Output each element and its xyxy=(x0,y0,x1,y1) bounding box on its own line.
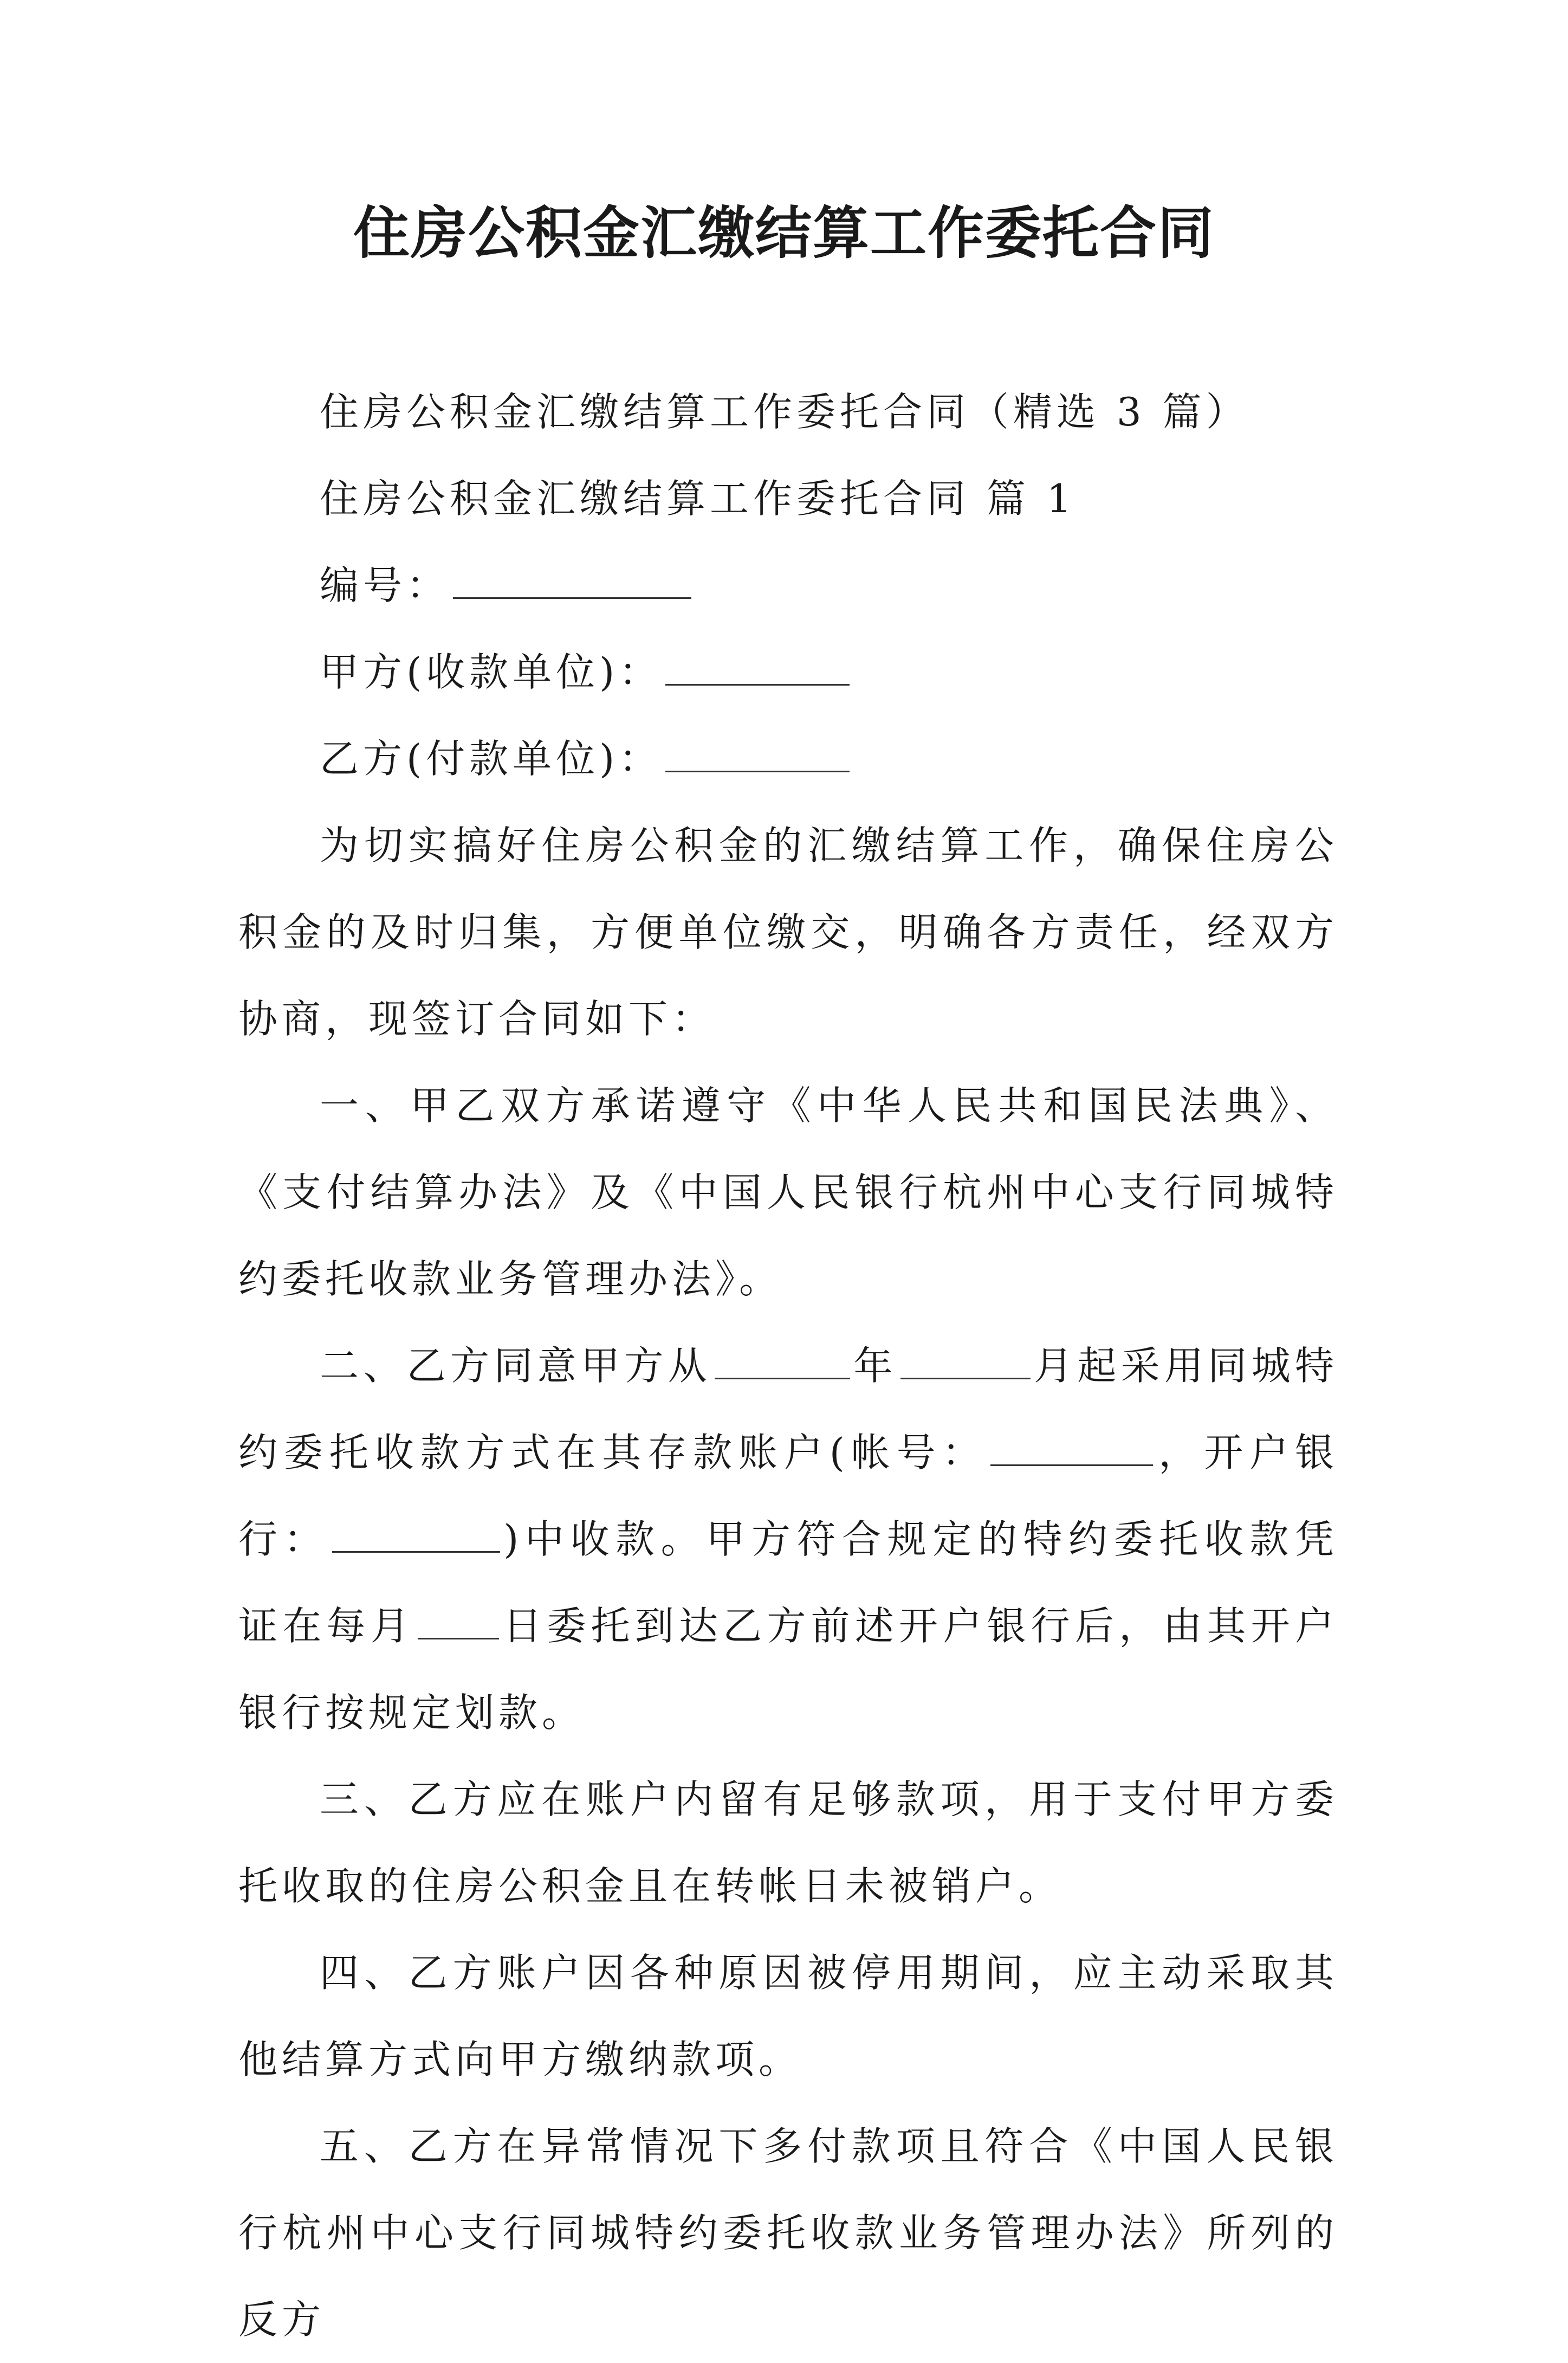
clause-4: 四、乙方账户因各种原因被停用期间，应主动采取其他结算方式向甲方缴纳款项。 xyxy=(238,1950,1338,2082)
party-a-line xyxy=(238,629,1338,715)
clause-2-text-1: 二、乙方同意甲方从 xyxy=(320,1343,711,1389)
clause-2-text-6: 日委托到达乙方前述开户银行后，由其开户银行按规定划款。 xyxy=(238,1603,1338,1735)
bank-name-blank xyxy=(332,1516,500,1553)
clause-2-text-4: ，开户银行： xyxy=(238,1430,1338,1562)
section-heading: 住房公积金汇缴结算工作委托合同 篇 1 xyxy=(320,476,1076,521)
subtitle: 住房公积金汇缴结算工作委托合同（精选 3 篇） xyxy=(320,389,1249,435)
account-number-blank xyxy=(990,1430,1153,1466)
clause-2-text-3: 月起采用同城特约委托收款方式在其存款账户(帐号： xyxy=(238,1343,1338,1475)
party-a-blank xyxy=(665,649,850,686)
party-b-label: 乙方(付款单位)： xyxy=(320,736,663,782)
clause-2-text-5: )中收款。甲方符合规定的特约委托收款凭证在每月 xyxy=(238,1516,1338,1649)
start-month-blank xyxy=(900,1343,1031,1379)
clause-3: 三、乙方应在账户内留有足够款项，用于支付甲方委托收取的住房公积金且在转帐日未被销户。 xyxy=(238,1777,1338,1909)
contract-number-label: 编号： xyxy=(320,563,450,608)
clause-2 xyxy=(238,1322,1338,1756)
party-b-line xyxy=(238,715,1338,802)
document-title: 住房公积金汇缴结算工作委托合同 xyxy=(353,200,1215,266)
party-b-blank xyxy=(665,736,850,772)
intro-paragraph: 为切实搞好住房公积金的汇缴结算工作，确保住房公积金的及时归集，方便单位缴交，明确各方责任，经双方协商，现签订合同如下： xyxy=(238,823,1338,1042)
contract-number-blank xyxy=(453,563,691,599)
clause-5: 五、乙方在异常情况下多付款项且符合《中国人民银行杭州中心支行同城特约委托收款业务管理办法》所列的反方 xyxy=(238,2123,1338,2342)
clause-2-text-2: 年 xyxy=(853,1343,897,1389)
clause-1: 一、甲乙双方承诺遵守《中华人民共和国民法典》、《支付结算办法》及《中国人民银行杭州中心支行同城特约委托收款业务管理办法》。 xyxy=(238,1083,1338,1302)
day-blank xyxy=(418,1603,499,1639)
document-body xyxy=(238,369,1338,2363)
party-a-label: 甲方(收款单位)： xyxy=(320,649,663,695)
start-year-blank xyxy=(715,1343,850,1379)
contract-number-line xyxy=(238,542,1338,629)
